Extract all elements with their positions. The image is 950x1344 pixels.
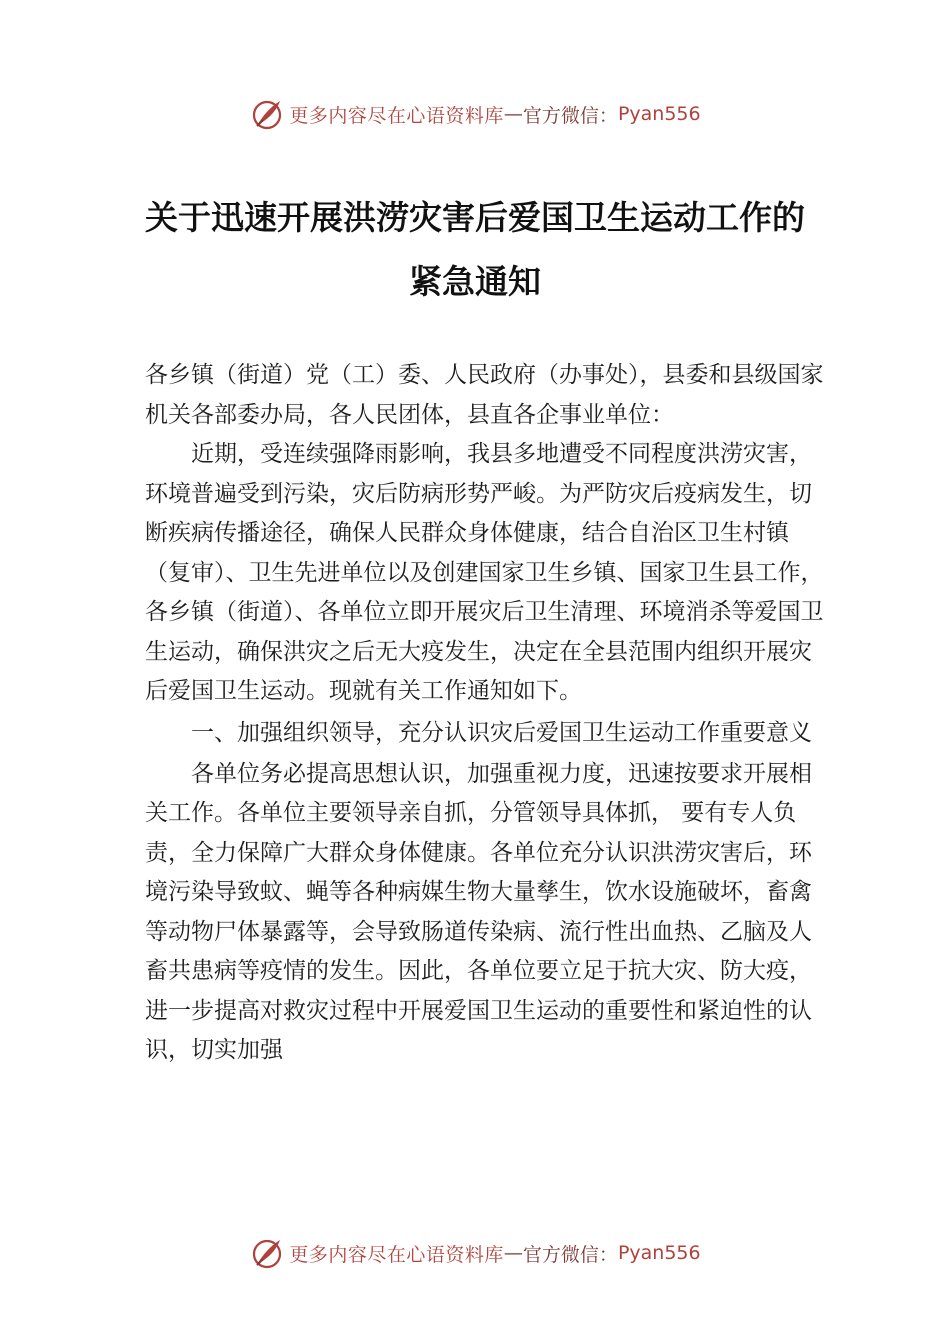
watermark-text: 更多内容尽在心语资料库 <box>289 104 504 127</box>
watermark-banner-top <box>0 94 950 134</box>
watermark-banner-bottom <box>0 1233 950 1273</box>
quill-pen-logo-icon <box>249 1235 285 1271</box>
watermark-dash: — <box>503 103 523 125</box>
watermark-id: Pyan556 <box>617 1242 701 1264</box>
document-title: 关于迅速开展洪涝灾害后爱国卫生运动工作的紧急通知 <box>145 198 805 301</box>
watermark-label: 官方微信： <box>522 104 618 127</box>
section-1-heading: 一、加强组织领导，充分认识灾后爱国卫生运动工作重要意义 <box>191 719 812 746</box>
watermark-dash: — <box>503 1242 523 1264</box>
addressee: 各乡镇（街道）党（工）委、人民政府（办事处），县委和县级国家机关各部委办局，各人民团体，县直各企事业单位： <box>145 362 824 428</box>
quill-pen-logo-icon <box>249 96 285 132</box>
document-body <box>145 356 825 1071</box>
paragraph-1: 近期，受连续强降雨影响，我县多地遭受不同程度洪涝灾害，环境普遍受到污染，灾后防病形势严峻。为严防灾后疫病发生，切断疾病传播途径，确保人民群众身体健康，结合自治区卫生村镇（复审）、卫生先进单位以及创建国家卫生乡镇、国家卫生县工作，各乡镇（街道）、各单位立即开展灾后卫生清理、环境消杀等爱国卫生运动，确保洪灾之后无大疫发生，决定在全县范围内组织开展灾后爱国卫生运动。现就有关工作通知如下。 <box>145 441 824 704</box>
paragraph-2: 各单位务必提高思想认识，加强重视力度，迅速按要求开展相关工作。各单位主要领导亲自抓，分管领导具体抓， 要有专人负责，全力保障广大群众身体健康。各单位充分认识洪涝灾害后，环境污染导致蚊、蝇等各种病媒生物大量孳生，饮水设施破坏，畜禽等动物尸体暴露等，会导致肠道传染病、流行性出血热、乙脑及人畜共患病等疫情的发生。因此，各单位要立足于抗大灾、防大疫，进一步提高对救灾过程中开展爱国卫生运动的重要性和紧迫性的认识，切实加强 <box>145 760 812 1063</box>
watermark-id: Pyan556 <box>617 103 701 125</box>
watermark-label: 官方微信： <box>522 1243 618 1266</box>
watermark-text: 更多内容尽在心语资料库 <box>289 1243 504 1266</box>
